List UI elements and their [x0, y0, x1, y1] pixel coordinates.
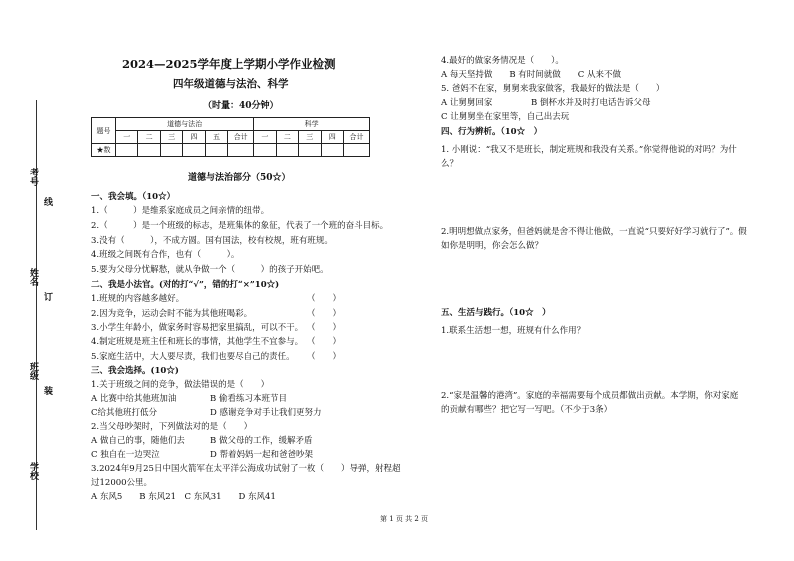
name-label: 姓名	[28, 268, 38, 286]
q3-3: 3.2024年9月25日中国火箭军在太平洋公海成功试射了一枚（ ）导弹，射程超	[91, 464, 401, 474]
score-cell[interactable]	[116, 144, 138, 157]
col-header: 三	[299, 131, 321, 144]
score-cell[interactable]	[321, 144, 344, 157]
score-cell[interactable]	[138, 144, 160, 157]
q3-2: 2.当父母吵架时，下列做法对的是（ ）	[91, 422, 253, 432]
q5-2-continued: 的贡献有哪些？把它写一写吧。（不少于3条）	[441, 405, 613, 415]
col-header: 四	[321, 131, 344, 144]
q2-5: 5.家庭生活中，大人要尽责，我们也要尽自己的责任。	[91, 352, 295, 362]
q1-2: 2.（ ）是一个班级的标志，是班集体的象征，代表了一个班的奋斗目标。	[91, 221, 389, 231]
q3-3-options[interactable]: A 东风5 B 东风21 C 东风31 D 东风41	[91, 492, 276, 502]
q2-2-paren[interactable]: （ ）	[307, 309, 342, 319]
q1-5: 5.要为父母分忧解愁，就从争做一个（ ）的孩子开始吧。	[91, 265, 329, 275]
q4-1: 1. 小刚说：“我又不是班长，制定班规和我没有关系。”你觉得他说的对吗？为什	[441, 145, 737, 155]
col-header: 二	[138, 131, 160, 144]
line-label: 线	[42, 197, 52, 206]
question-number-header: 题号	[92, 118, 116, 144]
score-cell[interactable]	[276, 144, 298, 157]
q2-3: 3.小学生年龄小，做家务时容易把家里搞乱，可以不干。	[91, 323, 304, 333]
q3-5-option-a[interactable]: A 让舅舅回家	[441, 98, 493, 108]
score-cell[interactable]	[299, 144, 321, 157]
q3-4-options[interactable]: A 每天坚持做 B 有时间就做 C 从来不做	[441, 70, 621, 80]
q3-4: 4.最好的做家务情况是（ ）。	[441, 56, 564, 66]
q4-2-continued: 如你是明明，你会怎么做？	[441, 241, 544, 251]
col-header: 一	[254, 131, 276, 144]
section-4-title: 四、行为辨析。（10☆ ）	[441, 127, 543, 137]
q3-2-option-b[interactable]: B 做父母的工作，缓解矛盾	[210, 436, 313, 446]
score-table	[91, 117, 370, 157]
q2-1: 1.班规的内容越多越好。	[91, 294, 185, 304]
q2-2: 2.因为竞争，运动会时不能为其他班喝彩。	[91, 309, 253, 319]
bind-label: 订	[42, 292, 52, 301]
exam-subtitle: 四年级道德与法治、科学	[173, 78, 289, 90]
col-header: 合计	[228, 131, 254, 144]
fold-label: 装	[42, 386, 52, 395]
q3-1-option-a[interactable]: A 比赛中给其他班加油	[91, 394, 177, 404]
q2-1-paren[interactable]: （ ）	[307, 294, 342, 304]
binding-margin	[0, 0, 60, 561]
section-3-title: 三、我会选择。(10☆)	[91, 366, 179, 376]
q4-1-continued: 么？	[441, 159, 459, 169]
exam-time: （时量：40分钟）	[203, 101, 279, 111]
q1-4: 4.班级之间既有合作，也有（ ）。	[91, 250, 240, 260]
q3-2-option-a[interactable]: A 做自己的事，随他们去	[91, 436, 185, 446]
score-cell[interactable]	[183, 144, 205, 157]
score-cell[interactable]	[160, 144, 182, 157]
q3-1: 1.关于班级之间的竞争，做法错误的是（ ）	[91, 380, 270, 390]
q2-5-paren[interactable]: （ ）	[307, 352, 342, 362]
science-header: 科学	[254, 118, 370, 131]
q3-1-option-c[interactable]: C给其他班打低分	[91, 408, 158, 418]
score-cell[interactable]	[344, 144, 370, 157]
q2-4: 4.制定班规是班主任和班长的事情，其他学生不宜参与。	[91, 337, 304, 347]
page-footer: 第 1 页 共 2 页	[380, 515, 429, 523]
moral-header: 道德与法治	[116, 118, 254, 131]
exam-number-label: 考号	[28, 168, 38, 186]
q5-1: 1.联系生活想一想，班规有什么作用？	[441, 326, 586, 336]
q3-2-option-d[interactable]: D 帮着妈妈一起和爸爸吵架	[210, 450, 314, 460]
school-label: 学校	[28, 462, 38, 480]
q3-3-continued: 过12000公里。	[91, 478, 153, 488]
section-1-title: 一、我会填。（10☆）	[91, 192, 176, 202]
col-header: 五	[205, 131, 227, 144]
section-5-title: 五、生活与践行。（10☆ ）	[441, 308, 551, 318]
q3-5-option-c[interactable]: C 让舅舅坐在家里等，自己出去玩	[441, 112, 570, 122]
q3-1-option-d[interactable]: D 感谢竞争对手让我们更努力	[210, 408, 322, 418]
q2-3-paren[interactable]: （ ）	[307, 323, 342, 333]
q4-2: 2.明明想做点家务，但爸妈就是舍不得让他做，一直说“只要好好学习就行了”。假	[441, 227, 747, 237]
exam-title: 2024—2025学年度上学期小学作业检测	[122, 57, 336, 71]
section-2-title: 二、我是小法官。(对的打“√”，错的打“×”10☆)	[91, 280, 280, 290]
col-header: 一	[116, 131, 138, 144]
q5-2: 2.“家是温馨的港湾”。家庭的幸福需要每个成员都做出贡献。本学期，你对家庭	[441, 391, 739, 401]
score-row-label: ★数	[92, 144, 116, 157]
col-header: 二	[276, 131, 298, 144]
q3-5: 5. 爸妈不在家，舅舅来我家做客，我最好的做法是（ ）	[441, 84, 665, 94]
col-header: 合计	[344, 131, 370, 144]
q1-1: 1.（ ）是维系家庭成员之间亲情的纽带。	[91, 206, 270, 216]
section-title-moral: 道德与法治部分（50☆）	[188, 173, 291, 183]
q1-3: 3.没有（ ），不成方圆。国有国法，校有校规，班有班规。	[91, 236, 333, 246]
q3-2-option-c[interactable]: C 独自在一边哭泣	[91, 450, 160, 460]
q3-5-option-b[interactable]: B 倒杯水并及时打电话告诉父母	[531, 98, 651, 108]
col-header: 三	[160, 131, 182, 144]
class-label: 班级	[28, 362, 38, 380]
score-cell[interactable]	[228, 144, 254, 157]
q3-1-option-b[interactable]: B 偷看练习本班节目	[210, 394, 287, 404]
score-cell[interactable]	[254, 144, 276, 157]
col-header: 四	[183, 131, 205, 144]
q2-4-paren[interactable]: （ ）	[307, 337, 342, 347]
score-cell[interactable]	[205, 144, 227, 157]
